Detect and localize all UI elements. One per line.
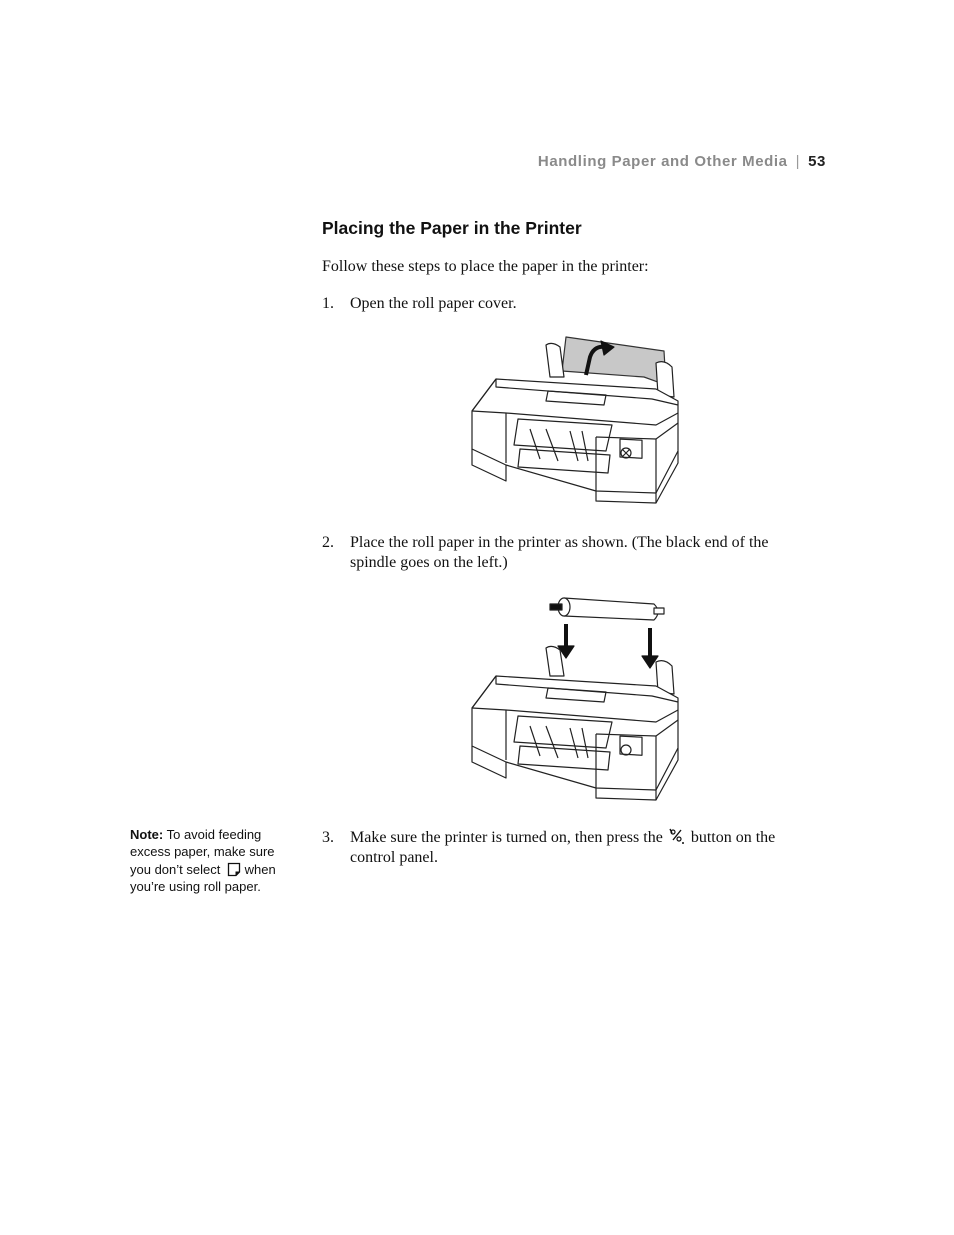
note-label: Note: (130, 827, 164, 842)
running-header-section: Handling Paper and Other Media (537, 153, 788, 170)
sheet-paper-icon (227, 862, 241, 877)
printer-cover-open-illustration (466, 333, 684, 505)
step-2 (322, 533, 802, 573)
side-note (130, 826, 295, 896)
running-header (538, 153, 826, 170)
note-text-before: To avoid feeding excess paper, make sure you don’t select (130, 827, 275, 877)
roll-paper-placement-illustration (466, 590, 684, 806)
step-text-after: button on the control panel. (350, 829, 776, 866)
intro-paragraph: Follow these steps to place the paper in the printer: (322, 258, 649, 275)
step-number: 3. (322, 829, 334, 846)
page-number: 53 (808, 153, 826, 170)
step-text-before: Make sure the printer is turned on, then press the (350, 829, 663, 846)
step-3 (322, 828, 802, 868)
step-text: Open the roll paper cover. (350, 295, 517, 312)
step-number: 2. (322, 534, 334, 551)
step-number: 1. (322, 295, 334, 312)
step-text: Place the roll paper in the printer as shown. (The black end of the spindle goes on the left.) (350, 534, 769, 571)
step-text (350, 828, 802, 868)
section-title: Placing the Paper in the Printer (322, 218, 582, 238)
note-text-after: when you’re using roll paper. (130, 861, 276, 895)
running-header-separator: | (795, 153, 801, 170)
paper-feed-cut-icon (667, 828, 687, 844)
step-1 (322, 294, 802, 314)
